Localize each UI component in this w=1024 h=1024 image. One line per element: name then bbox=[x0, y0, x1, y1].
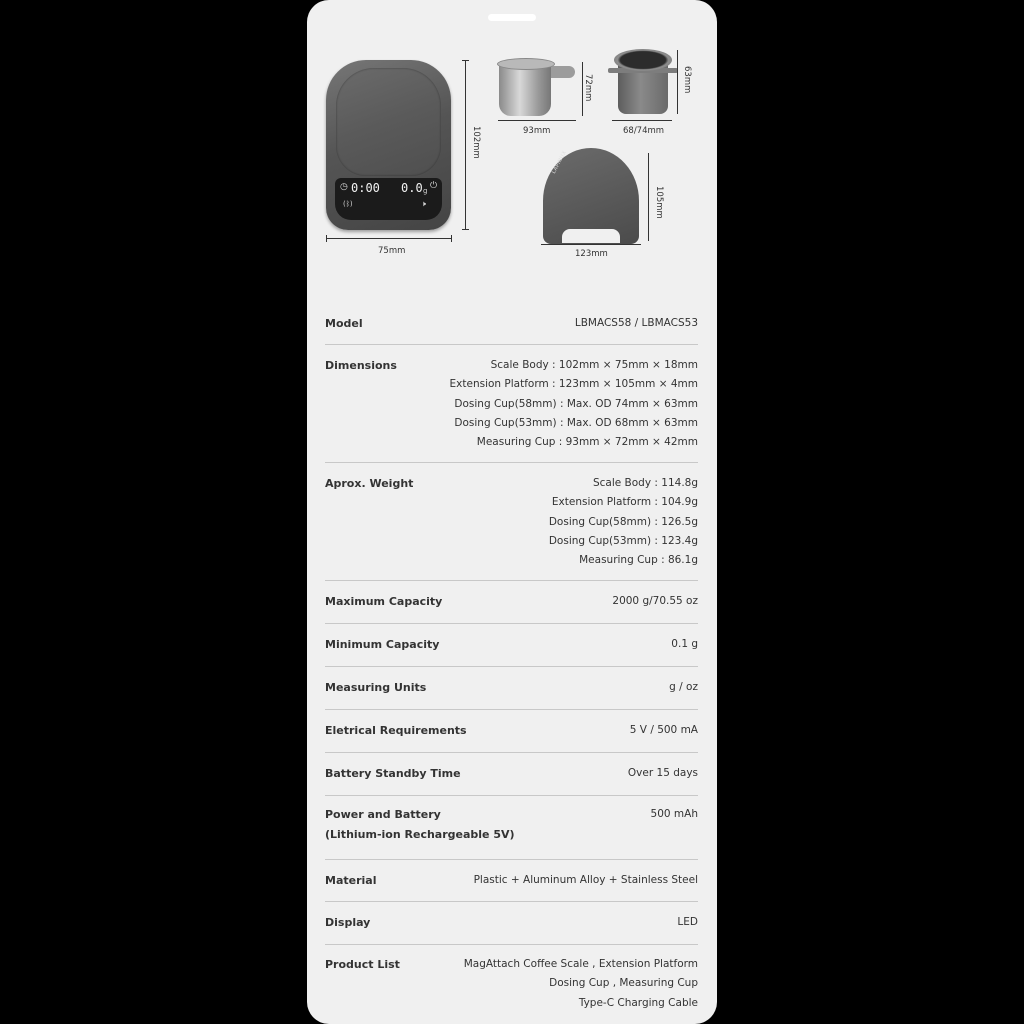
scale-height-label: 102mm bbox=[471, 126, 481, 159]
cup-rim bbox=[497, 58, 555, 70]
spec-label-text: Aprox. Weight bbox=[325, 477, 414, 490]
tick bbox=[462, 60, 469, 61]
spec-value bbox=[450, 356, 698, 452]
spec-value-line: LED bbox=[677, 916, 698, 928]
tick bbox=[451, 235, 452, 242]
scale-led-display bbox=[335, 178, 442, 220]
platform-height-line bbox=[648, 153, 649, 241]
display-time: 0:00 bbox=[351, 181, 380, 195]
spec-value bbox=[628, 764, 698, 783]
platform-brand: LAPINUX bbox=[551, 149, 569, 175]
spec-label-text: Measuring Units bbox=[325, 681, 427, 694]
spec-row bbox=[325, 345, 698, 463]
spec-row bbox=[325, 753, 698, 796]
spec-value-line: Over 15 days bbox=[627, 767, 698, 779]
spec-value-line: Type-C Charging Cable bbox=[578, 996, 698, 1009]
spec-value-line: Extension Platform : 104.9g bbox=[551, 496, 698, 509]
spec-value bbox=[630, 721, 698, 740]
spec-label-text: Model bbox=[325, 317, 363, 330]
cup-width-line bbox=[498, 120, 576, 121]
spec-row bbox=[325, 796, 698, 860]
spec-label bbox=[325, 805, 515, 845]
spec-value-line: 0.1 g bbox=[671, 638, 698, 650]
spec-value-line: Measuring Cup : 93mm × 72mm × 42mm bbox=[476, 436, 698, 449]
spec-row bbox=[325, 902, 698, 945]
spec-label bbox=[325, 913, 370, 933]
spec-label bbox=[325, 955, 400, 975]
spec-label bbox=[325, 635, 439, 655]
spec-value-line: Dosing Cup(58mm) : Max. OD 74mm × 63mm bbox=[454, 397, 698, 410]
spec-value-line: Dosing Cup , Measuring Cup bbox=[549, 977, 698, 990]
spec-label bbox=[325, 721, 467, 741]
spec-label bbox=[325, 356, 397, 376]
timer-icon: ◷ bbox=[340, 182, 348, 192]
spec-value-line: 500 mAh bbox=[650, 808, 698, 820]
spec-value-line: Dosing Cup(53mm) : 123.4g bbox=[548, 534, 698, 547]
spec-value-line: Dosing Cup(53mm) : Max. OD 68mm × 63mm bbox=[454, 416, 698, 429]
spec-row bbox=[325, 624, 698, 667]
platform-width-line bbox=[541, 244, 641, 245]
spec-row bbox=[325, 945, 698, 1024]
cup-handle bbox=[551, 66, 575, 78]
spec-label bbox=[325, 474, 413, 494]
platform-width-label: 123mm bbox=[575, 249, 608, 259]
dosing-height-line bbox=[677, 50, 678, 114]
spec-label bbox=[325, 678, 426, 698]
sound-icon: 🕨 bbox=[421, 199, 427, 208]
spec-value-line: Plastic + Aluminum Alloy + Stainless Steel bbox=[473, 874, 698, 886]
spec-label bbox=[325, 314, 363, 334]
display-unit: g bbox=[423, 187, 428, 195]
spec-value bbox=[669, 678, 698, 697]
scale-illustration bbox=[326, 60, 451, 230]
cup-height-label: 72mm bbox=[583, 74, 593, 102]
dosing-height-label: 63mm bbox=[682, 66, 692, 94]
spec-value-line: Scale Body : 114.8g bbox=[592, 477, 698, 489]
spec-value-line: Scale Body : 102mm × 75mm × 18mm bbox=[490, 359, 698, 371]
spec-label-text: Dimensions bbox=[325, 359, 397, 372]
spec-value-line: Measuring Cup : 86.1g bbox=[579, 554, 698, 567]
dosing-width-label: 68/74mm bbox=[623, 126, 665, 136]
platform-height-label: 105mm bbox=[654, 186, 664, 219]
home-indicator bbox=[488, 14, 536, 21]
spec-label-text: Material bbox=[325, 874, 377, 887]
scale-height-line bbox=[465, 60, 466, 230]
tick bbox=[462, 229, 469, 230]
bluetooth-icon: (ᛒ) bbox=[343, 200, 353, 208]
spec-value bbox=[671, 635, 698, 654]
dosing-width-line bbox=[612, 120, 672, 121]
spec-row bbox=[325, 581, 698, 624]
spec-label-text: Display bbox=[325, 916, 371, 929]
spec-value bbox=[474, 871, 698, 890]
spec-value-line: MagAttach Coffee Scale , Extension Platform bbox=[463, 958, 698, 970]
spec-value bbox=[549, 474, 698, 570]
spec-value-line: LBMACS58 / LBMACS53 bbox=[574, 317, 698, 329]
spec-value-line: 2000 g/70.55 oz bbox=[612, 595, 698, 607]
tick bbox=[326, 235, 327, 242]
dosing-cup-rim bbox=[614, 49, 672, 71]
spec-value-line: 5 V / 500 mA bbox=[629, 724, 698, 736]
spec-value-line: Extension Platform : 123mm × 105mm × 4mm bbox=[449, 378, 698, 391]
product-spec-page bbox=[307, 0, 717, 1024]
spec-label bbox=[325, 592, 442, 612]
spec-label-text: Eletrical Requirements bbox=[325, 724, 467, 737]
spec-sublabel: (Lithium-ion Rechargeable 5V) bbox=[325, 828, 515, 841]
spec-value-line: g / oz bbox=[669, 681, 698, 693]
spec-value-line: Dosing Cup(58mm) : 126.5g bbox=[548, 515, 698, 528]
spec-label bbox=[325, 764, 461, 784]
scale-width-line bbox=[326, 238, 452, 239]
spec-row bbox=[325, 710, 698, 753]
spec-label-text: Battery Standby Time bbox=[325, 767, 461, 780]
power-icon: ⏻ bbox=[430, 181, 438, 191]
spec-label-text: Product List bbox=[325, 958, 400, 971]
spec-value bbox=[612, 592, 698, 611]
spec-value bbox=[651, 805, 698, 824]
spec-value bbox=[464, 955, 698, 1013]
scale-weighing-plate bbox=[336, 68, 441, 176]
platform-slot bbox=[562, 229, 620, 243]
spec-row bbox=[325, 303, 698, 345]
measuring-cup-illustration bbox=[499, 62, 551, 116]
spec-label-text: Maximum Capacity bbox=[325, 595, 443, 608]
spec-value bbox=[575, 314, 698, 333]
spec-label-text: Power and Battery bbox=[325, 808, 441, 821]
spec-label bbox=[325, 871, 376, 891]
spec-row bbox=[325, 667, 698, 710]
spec-row bbox=[325, 860, 698, 902]
spec-row bbox=[325, 463, 698, 581]
spec-label-text: Minimum Capacity bbox=[325, 638, 440, 651]
scale-width-label: 75mm bbox=[378, 246, 406, 256]
spec-value bbox=[677, 913, 698, 932]
display-weight: 0.0 bbox=[401, 181, 423, 195]
cup-width-label: 93mm bbox=[523, 126, 551, 136]
spec-table bbox=[325, 303, 698, 1024]
